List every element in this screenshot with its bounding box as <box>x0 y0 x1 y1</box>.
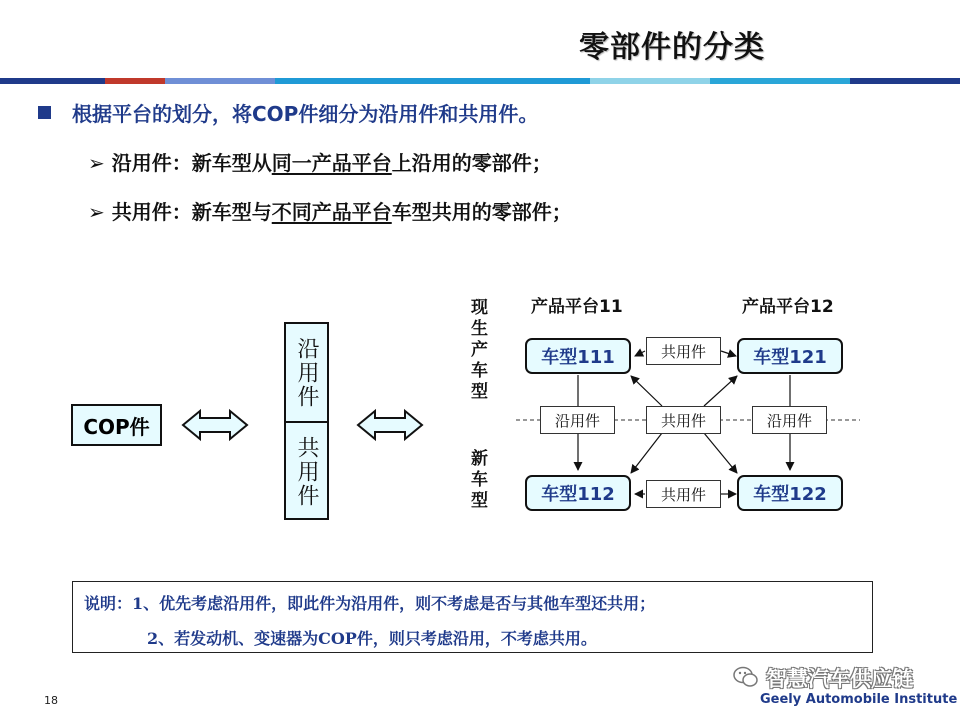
carryover-part-box-left: 沿用件 <box>540 406 615 434</box>
current-models-label: 现生产车型 <box>467 298 487 403</box>
sub-item-prefix: 共用件：新车型与 <box>111 200 272 224</box>
carryover-part-label: 沿用件 <box>294 336 319 409</box>
shared-part-box-center: 共用件 <box>646 406 721 434</box>
note-line-1: 说明：1、优先考虑沿用件，即此件为沿用件，则不考虑是否与其他车型还共用； <box>84 594 656 613</box>
car-model-112: 车型112 <box>525 475 631 511</box>
platform-11-label: 产品平台11 <box>531 297 623 317</box>
page-number: 18 <box>44 694 58 707</box>
sub-item-suffix: 上沿用的零部件； <box>391 151 552 175</box>
connector-arrow <box>635 351 645 356</box>
platform-12-label: 产品平台12 <box>742 297 834 317</box>
connector-arrow <box>721 351 736 356</box>
sub-item-underlined: 同一产品平台 <box>271 151 392 175</box>
sub-item-suffix: 车型共用的零部件； <box>391 200 572 224</box>
footer-institute: Geely Automobile Institute <box>760 692 958 707</box>
connector-arrow <box>704 433 737 473</box>
bullet-text: 根据平台的划分，将COP件细分为沿用件和共用件。 <box>72 102 539 126</box>
new-models-label: 新车型 <box>467 449 487 512</box>
note-box <box>72 581 873 653</box>
carryover-part-box-right: 沿用件 <box>752 406 827 434</box>
arrow-bullet-icon: ➢ <box>88 200 105 224</box>
connector-arrow <box>631 376 662 406</box>
wechat-icon <box>732 664 760 690</box>
page-title: 零部件的分类 <box>579 30 765 65</box>
connector-arrow <box>631 433 662 473</box>
cop-box: COP件 <box>71 404 162 446</box>
sub-item-prefix: 沿用件：新车型从 <box>111 151 272 175</box>
note-line-2: 2、若发动机、变速器为COP件，则只考虑沿用，不考虑共用。 <box>147 629 597 648</box>
shared-part-box-bottom: 共用件 <box>646 480 721 508</box>
car-model-122: 车型122 <box>737 475 843 511</box>
shared-part-label: 共用件 <box>294 435 319 508</box>
car-model-121: 车型121 <box>737 338 843 374</box>
arrow-bullet-icon: ➢ <box>88 151 105 175</box>
watermark-text: 智慧汽车供应链 <box>766 667 913 691</box>
sub-item-underlined: 不同产品平台 <box>271 200 392 224</box>
shared-part-box-top: 共用件 <box>646 337 721 365</box>
connector-arrow <box>704 376 737 406</box>
car-model-111: 车型111 <box>525 338 631 374</box>
